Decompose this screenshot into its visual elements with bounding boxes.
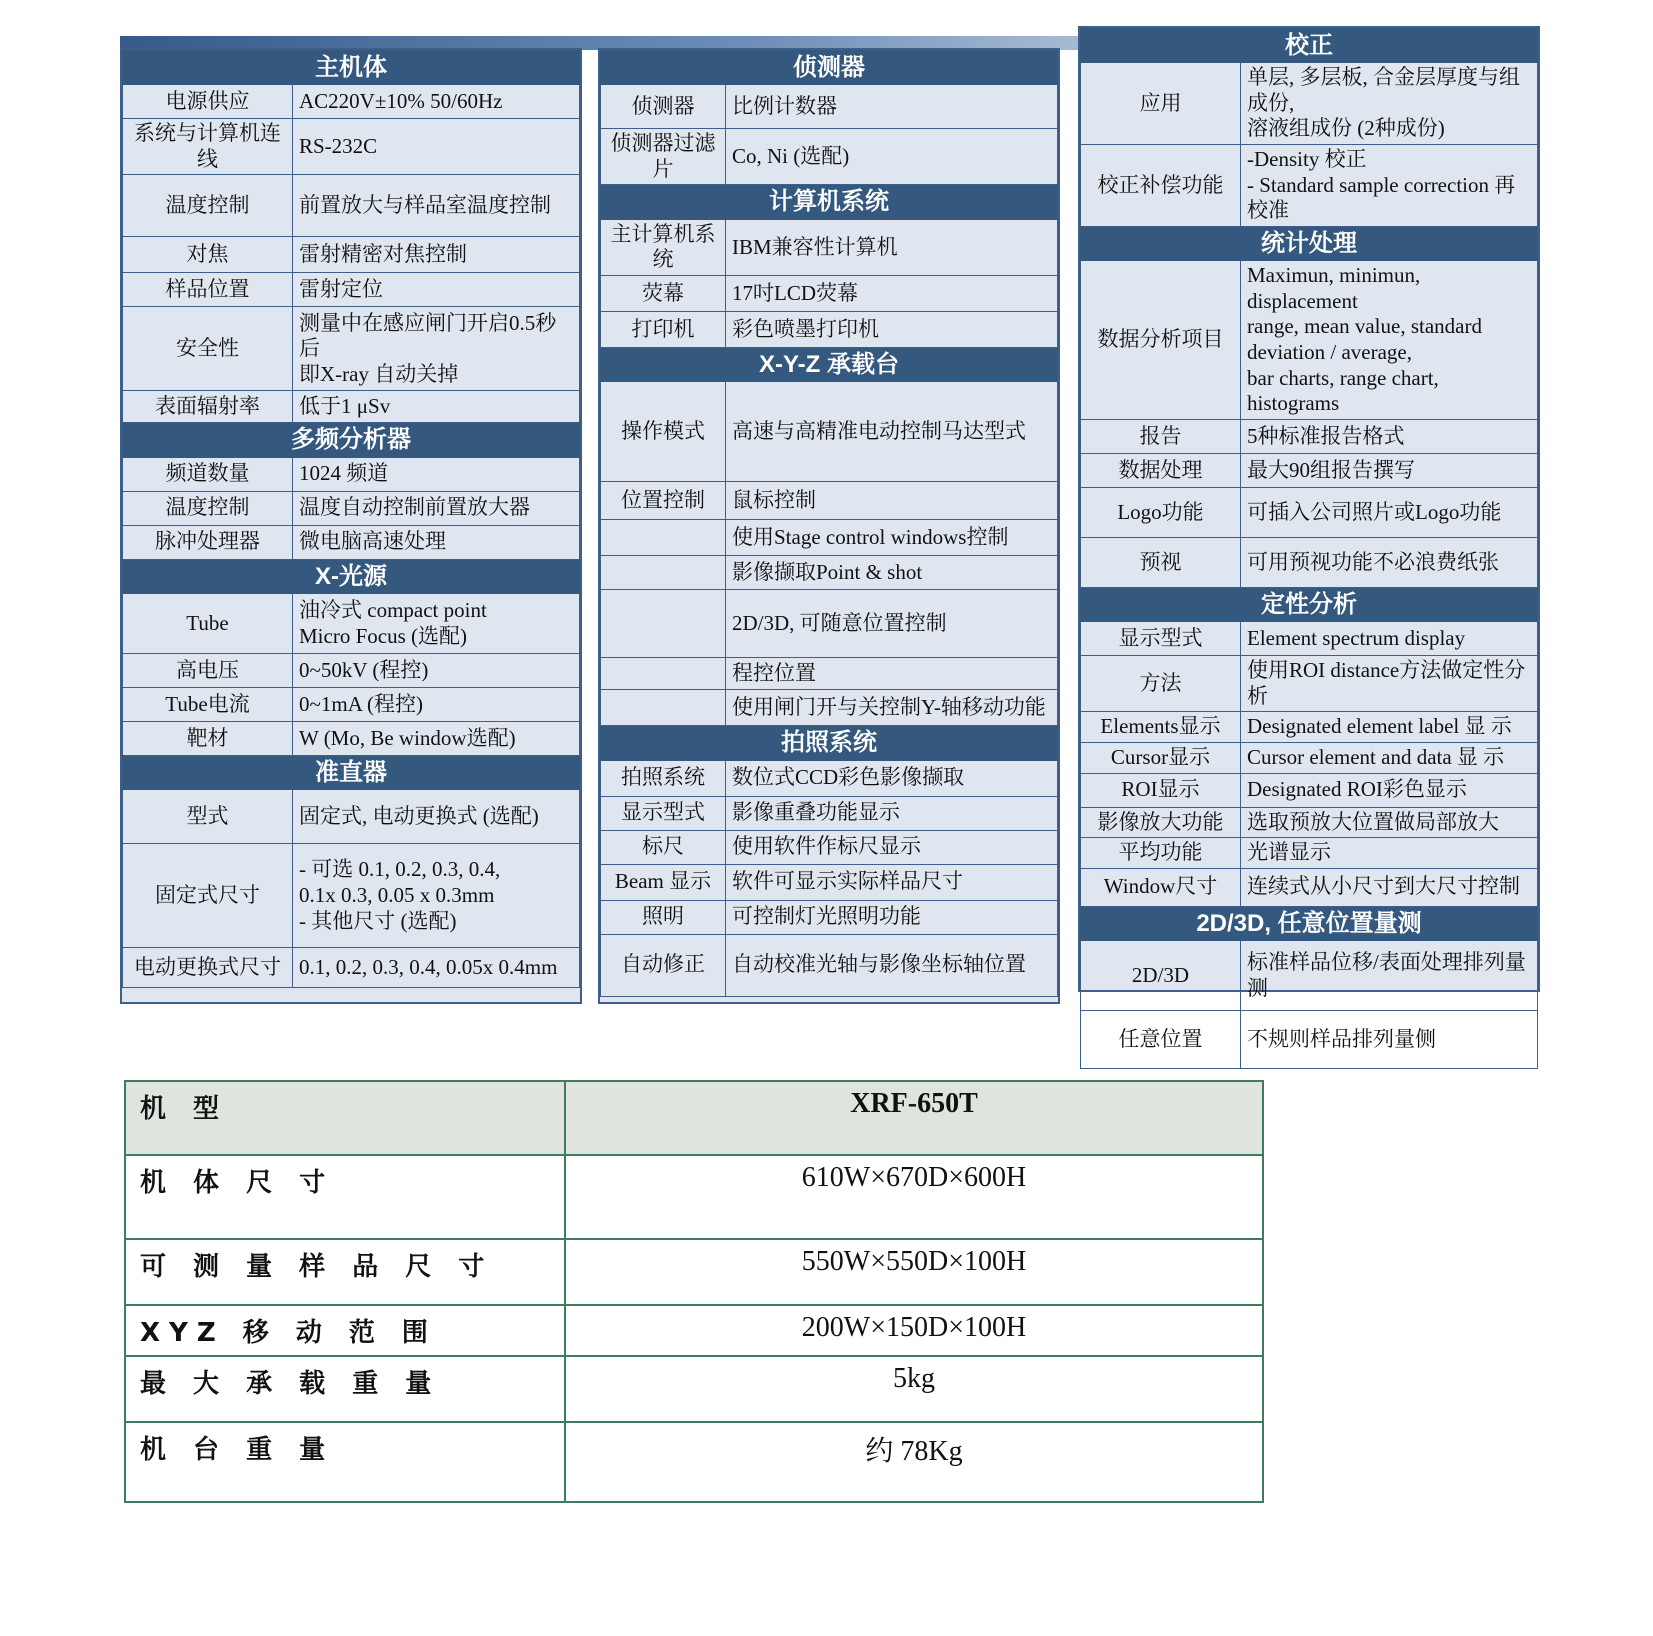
spec-value-cell xyxy=(726,830,1058,864)
spec-value: 可用预视功能不必浪费纸张 xyxy=(1247,549,1499,574)
spec-panel-middle xyxy=(598,48,1060,1004)
spec-value: 约 78Kg xyxy=(565,1422,1263,1502)
spec-value: 连续式从小尺寸到大尺寸控制 xyxy=(1247,874,1520,899)
spec-label: Cursor显示 xyxy=(1081,742,1241,773)
spec-value: 5种标准报告格式 xyxy=(1247,423,1405,448)
spec-value: 光谱显示 xyxy=(1247,840,1331,865)
spec-value-cell xyxy=(1241,261,1538,420)
spec-value: - 可选 0.1, 0.2, 0.3, 0.4, xyxy=(299,857,501,882)
spec-label: 方法 xyxy=(1081,656,1241,712)
spec-value: 数位式CCD彩色影像撷取 xyxy=(732,765,965,790)
spec-label xyxy=(601,556,726,590)
spec-value-cell xyxy=(726,382,1058,482)
spec-row xyxy=(1081,487,1538,537)
spec-row xyxy=(601,690,1058,726)
spec-value-cell xyxy=(293,844,580,948)
spec-value: 雷射精密对焦控制 xyxy=(299,242,467,267)
spec-row-machine-weight xyxy=(125,1422,1263,1502)
spec-row-model xyxy=(125,1081,1263,1155)
spec-value: 前置放大与样品室温度控制 xyxy=(299,193,551,218)
spec-value: 使用闸门开与关控制Y-轴移动功能 xyxy=(732,694,1046,719)
spec-label xyxy=(601,520,726,556)
spec-label: 频道数量 xyxy=(123,457,293,491)
spec-value: 影像重叠功能显示 xyxy=(732,800,900,825)
spec-row xyxy=(601,590,1058,658)
spec-value: 单层, 多层板, 合金层厚度与组成份, xyxy=(1247,65,1520,115)
spec-row xyxy=(123,594,580,654)
spec-table-middle xyxy=(600,50,1058,997)
spec-value: 0~50kV (程控) xyxy=(299,657,429,682)
section-header xyxy=(601,185,1058,219)
spec-value: W (Mo, Be window选配) xyxy=(299,725,516,750)
spec-label: 电源供应 xyxy=(123,85,293,119)
spec-row xyxy=(601,760,1058,796)
spec-label: Tube xyxy=(123,594,293,654)
spec-value-cell xyxy=(293,237,580,273)
spec-label: 表面辐射率 xyxy=(123,391,293,423)
spec-value: 2D/3D, 可随意位置控制 xyxy=(732,610,947,635)
spec-label: 数据处理 xyxy=(1081,453,1241,487)
spec-row xyxy=(1081,941,1538,1011)
spec-key: XYZ 移 动 范 围 xyxy=(125,1305,565,1356)
spec-row xyxy=(601,520,1058,556)
spec-label: 位置控制 xyxy=(601,482,726,520)
spec-value: 微电脑高速处理 xyxy=(299,529,446,554)
spec-label: 报告 xyxy=(1081,419,1241,453)
spec-value-cell xyxy=(293,790,580,844)
spec-label: 应用 xyxy=(1081,63,1241,145)
spec-label: Logo功能 xyxy=(1081,487,1241,537)
spec-label: 主计算机系统 xyxy=(601,219,726,275)
spec-table-left xyxy=(122,50,580,988)
spec-row xyxy=(601,482,1058,520)
spec-label: 标尺 xyxy=(601,830,726,864)
spec-label: 平均功能 xyxy=(1081,838,1241,869)
spec-value-cell xyxy=(293,85,580,119)
spec-value-cell xyxy=(1241,63,1538,145)
spec-value: 标准样品位移/表面处理排列量测 xyxy=(1247,949,1526,1000)
spec-panel-right xyxy=(1078,26,1540,1051)
spec-row xyxy=(1081,622,1538,656)
section-title: 侦测器 xyxy=(601,51,1058,85)
spec-value-cell xyxy=(726,864,1058,900)
spec-label: Elements显示 xyxy=(1081,712,1241,743)
spec-row xyxy=(1081,773,1538,807)
spec-value: 使用Stage control windows控制 xyxy=(732,524,1009,549)
section-title: 2D/3D, 任意位置量测 xyxy=(1081,906,1538,940)
spec-value-cell xyxy=(726,760,1058,796)
spec-label: 荧幕 xyxy=(601,275,726,311)
spec-value-cell xyxy=(1241,868,1538,906)
spec-value: 0~1mA (程控) xyxy=(299,691,423,716)
section-header xyxy=(601,726,1058,760)
spec-label: 2D/3D xyxy=(1081,941,1241,1011)
spec-value-cell xyxy=(726,690,1058,726)
spec-value: 油冷式 compact point xyxy=(299,597,487,622)
spec-label: 显示型式 xyxy=(1081,622,1241,656)
spec-value: IBM兼容性计算机 xyxy=(732,234,898,259)
spec-value: - 其他尺寸 (选配) xyxy=(299,908,457,933)
spec-row xyxy=(1081,838,1538,869)
spec-row xyxy=(123,273,580,307)
spec-table-right xyxy=(1080,28,1538,1069)
spec-value: 低于1 μSv xyxy=(299,394,391,419)
spec-value: range, mean value, standard xyxy=(1247,314,1482,339)
spec-label: 靶材 xyxy=(123,722,293,756)
spec-row xyxy=(1081,1011,1538,1069)
section-header xyxy=(601,51,1058,85)
spec-label: 自动修正 xyxy=(601,934,726,996)
spec-value: 使用软件作标尺显示 xyxy=(732,834,921,859)
spec-value-cell xyxy=(293,525,580,559)
spec-value: 高速与高精准电动控制马达型式 xyxy=(732,418,1026,443)
spec-row xyxy=(1081,712,1538,743)
spec-value-cell xyxy=(293,654,580,688)
spec-row xyxy=(1081,453,1538,487)
spec-value: 最大90组报告撰写 xyxy=(1247,457,1415,482)
spec-label: 温度控制 xyxy=(123,175,293,237)
spec-row xyxy=(123,237,580,273)
spec-value-cell xyxy=(726,900,1058,934)
spec-value: AC220V±10% 50/60Hz xyxy=(299,88,503,113)
spec-row xyxy=(1081,261,1538,420)
section-title: X-Y-Z 承载台 xyxy=(601,347,1058,381)
spec-value: Maximun, minimun, displacement xyxy=(1247,263,1421,313)
spec-row xyxy=(1081,807,1538,838)
spec-value-cell xyxy=(726,275,1058,311)
spec-row xyxy=(601,830,1058,864)
spec-value: 610W×670D×600H xyxy=(565,1155,1263,1239)
spec-row xyxy=(123,844,580,948)
spec-value: 雷射定位 xyxy=(299,277,383,302)
spec-key: 可 测 量 样 品 尺 寸 xyxy=(125,1239,565,1305)
spec-value-cell xyxy=(293,457,580,491)
spec-label: 脉冲处理器 xyxy=(123,525,293,559)
spec-row-body-size xyxy=(125,1155,1263,1239)
section-title: 校正 xyxy=(1081,29,1538,63)
spec-value: 程控位置 xyxy=(732,660,816,685)
spec-value-cell xyxy=(726,796,1058,830)
section-header xyxy=(123,51,580,85)
spec-value-cell xyxy=(726,311,1058,347)
spec-value-cell xyxy=(1241,622,1538,656)
spec-label: 预视 xyxy=(1081,537,1241,587)
section-title: 定性分析 xyxy=(1081,587,1538,621)
spec-value: 可控制灯光照明功能 xyxy=(732,904,921,929)
spec-row xyxy=(123,491,580,525)
spec-value-cell xyxy=(1241,537,1538,587)
spec-value-cell xyxy=(726,520,1058,556)
section-header xyxy=(1081,29,1538,63)
spec-row-max-load xyxy=(125,1356,1263,1422)
spec-label: 操作模式 xyxy=(601,382,726,482)
spec-row xyxy=(601,219,1058,275)
spec-value: Designated element label 显 示 xyxy=(1247,714,1512,739)
spec-value-cell xyxy=(293,273,580,307)
spec-label: 型式 xyxy=(123,790,293,844)
spec-value-cell xyxy=(726,219,1058,275)
spec-value-cell xyxy=(293,119,580,175)
spec-label: Window尺寸 xyxy=(1081,868,1241,906)
spec-value-cell xyxy=(726,934,1058,996)
spec-row xyxy=(1081,742,1538,773)
spec-row xyxy=(1081,868,1538,906)
spec-panel-left xyxy=(120,48,582,1004)
spec-row xyxy=(601,864,1058,900)
spec-row xyxy=(123,722,580,756)
spec-label: 照明 xyxy=(601,900,726,934)
spec-label xyxy=(601,690,726,726)
section-header xyxy=(1081,226,1538,260)
spec-value-cell xyxy=(726,658,1058,690)
spec-value-cell xyxy=(1241,453,1538,487)
spec-label xyxy=(601,590,726,658)
spec-row xyxy=(1081,419,1538,453)
spec-value: 鼠标控制 xyxy=(732,487,816,512)
section-header xyxy=(123,756,580,790)
spec-row xyxy=(123,654,580,688)
spec-label: 显示型式 xyxy=(601,796,726,830)
spec-value: 软件可显示实际样品尺寸 xyxy=(732,869,963,894)
section-title: 统计处理 xyxy=(1081,226,1538,260)
spec-value-cell xyxy=(726,129,1058,185)
spec-value: 溶液组成份 (2种成份) xyxy=(1247,116,1445,141)
section-title: 主机体 xyxy=(123,51,580,85)
spec-label: 影像放大功能 xyxy=(1081,807,1241,838)
spec-key: 最 大 承 载 重 量 xyxy=(125,1356,565,1422)
spec-value: 不规则样品排列量侧 xyxy=(1247,1026,1436,1051)
spec-label xyxy=(601,658,726,690)
spec-label: 固定式尺寸 xyxy=(123,844,293,948)
section-title: 拍照系统 xyxy=(601,726,1058,760)
spec-value-cell xyxy=(293,688,580,722)
spec-value: Co, Ni (选配) xyxy=(732,144,850,169)
spec-value-cell xyxy=(293,175,580,237)
spec-label: 侦测器过滤片 xyxy=(601,129,726,185)
spec-row xyxy=(123,307,580,391)
spec-value: -Density 校正 xyxy=(1247,147,1367,172)
spec-row xyxy=(123,948,580,988)
spec-value-cell xyxy=(1241,1011,1538,1069)
spec-row xyxy=(601,556,1058,590)
spec-value: XRF-650T xyxy=(565,1081,1263,1155)
spec-key: 机 型 xyxy=(125,1081,565,1155)
spec-value-cell xyxy=(293,307,580,391)
spec-value: 可插入公司照片或Logo功能 xyxy=(1247,499,1502,524)
spec-value: 使用ROI distance方法做定性分析 xyxy=(1247,658,1526,708)
spec-label: 打印机 xyxy=(601,311,726,347)
spec-label: 侦测器 xyxy=(601,85,726,129)
section-title: 多频分析器 xyxy=(123,423,580,457)
spec-value: 550W×550D×100H xyxy=(565,1239,1263,1305)
spec-row xyxy=(123,119,580,175)
spec-value: - Standard sample correction 再校准 xyxy=(1247,172,1516,223)
spec-value-cell xyxy=(1241,712,1538,743)
spec-value: 5kg xyxy=(565,1356,1263,1422)
spec-value: 即X-ray 自动关掉 xyxy=(299,361,459,386)
spec-row xyxy=(601,129,1058,185)
spec-label: Tube电流 xyxy=(123,688,293,722)
spec-value: 17吋LCD荧幕 xyxy=(732,280,858,305)
spec-value-cell xyxy=(1241,145,1538,227)
spec-label: 高电压 xyxy=(123,654,293,688)
spec-value-cell xyxy=(726,85,1058,129)
spec-value-cell xyxy=(293,391,580,423)
spec-value-cell xyxy=(293,491,580,525)
spec-label: 样品位置 xyxy=(123,273,293,307)
section-title: 计算机系统 xyxy=(601,185,1058,219)
section-title: X-光源 xyxy=(123,559,580,593)
model-spec-table xyxy=(124,1080,1264,1503)
spec-value-cell xyxy=(726,482,1058,520)
section-header xyxy=(601,347,1058,381)
spec-row xyxy=(123,175,580,237)
spec-value-cell xyxy=(1241,773,1538,807)
spec-row xyxy=(123,85,580,119)
spec-row xyxy=(123,391,580,423)
spec-value: 比例计数器 xyxy=(732,93,837,118)
spec-value-cell xyxy=(1241,487,1538,537)
spec-label: 温度控制 xyxy=(123,491,293,525)
spec-row xyxy=(1081,537,1538,587)
spec-row xyxy=(1081,63,1538,145)
spec-row xyxy=(601,934,1058,996)
spec-value: 0.1x 0.3, 0.05 x 0.3mm xyxy=(299,882,495,907)
spec-value-cell xyxy=(293,722,580,756)
spec-value: deviation / average, xyxy=(1247,340,1413,365)
spec-label: 系统与计算机连线 xyxy=(123,119,293,175)
spec-value-cell xyxy=(1241,807,1538,838)
spec-value: 自动校准光轴与影像坐标轴位置 xyxy=(732,952,1026,977)
spec-label: 对焦 xyxy=(123,237,293,273)
spec-row xyxy=(601,311,1058,347)
spec-label: 拍照系统 xyxy=(601,760,726,796)
spec-row xyxy=(601,85,1058,129)
spec-row xyxy=(123,790,580,844)
section-header xyxy=(123,559,580,593)
spec-row xyxy=(123,457,580,491)
spec-value: 选取预放大位置做局部放大 xyxy=(1247,809,1499,834)
spec-row xyxy=(601,900,1058,934)
spec-label: 安全性 xyxy=(123,307,293,391)
spec-value-cell xyxy=(1241,742,1538,773)
spec-value-cell xyxy=(293,948,580,988)
section-header xyxy=(123,423,580,457)
spec-key: 机 体 尺 寸 xyxy=(125,1155,565,1239)
spec-row xyxy=(123,525,580,559)
spec-value: 温度自动控制前置放大器 xyxy=(299,495,530,520)
spec-row xyxy=(123,688,580,722)
spec-label: ROI显示 xyxy=(1081,773,1241,807)
spec-value: RS-232C xyxy=(299,134,378,159)
spec-row-xyz-range xyxy=(125,1305,1263,1356)
spec-value: 200W×150D×100H xyxy=(565,1305,1263,1356)
spec-label: 电动更换式尺寸 xyxy=(123,948,293,988)
spec-key: 机 台 重 量 xyxy=(125,1422,565,1502)
spec-value-cell xyxy=(1241,941,1538,1011)
spec-value-cell xyxy=(726,556,1058,590)
spec-label: Beam 显示 xyxy=(601,864,726,900)
spec-row xyxy=(1081,145,1538,227)
spec-value: 1024 频道 xyxy=(299,461,389,486)
spec-row xyxy=(601,275,1058,311)
spec-label: 校正补偿功能 xyxy=(1081,145,1241,227)
spec-value: 固定式, 电动更换式 (选配) xyxy=(299,803,539,828)
spec-value-cell xyxy=(1241,656,1538,712)
spec-row xyxy=(601,796,1058,830)
spec-value-cell xyxy=(726,590,1058,658)
section-title: 准直器 xyxy=(123,756,580,790)
spec-row xyxy=(1081,656,1538,712)
spec-row xyxy=(601,658,1058,690)
spec-value: Micro Focus (选配) xyxy=(299,623,467,648)
spec-value: Element spectrum display xyxy=(1247,625,1466,650)
spec-value-cell xyxy=(1241,419,1538,453)
spec-value: 测量中在感应闸门开启0.5秒后 xyxy=(299,310,557,361)
spec-value: Designated ROI彩色显示 xyxy=(1247,777,1467,802)
spec-value: 0.1, 0.2, 0.3, 0.4, 0.05x 0.4mm xyxy=(299,954,558,979)
spec-value-cell xyxy=(293,594,580,654)
spec-value: bar charts, range chart, histograms xyxy=(1247,365,1439,416)
spec-value: Cursor element and data 显 示 xyxy=(1247,744,1505,769)
spec-value-cell xyxy=(1241,838,1538,869)
spec-value: 彩色喷墨打印机 xyxy=(732,316,879,341)
section-header xyxy=(1081,906,1538,940)
section-header xyxy=(1081,587,1538,621)
spec-label: 数据分析项目 xyxy=(1081,261,1241,420)
spec-value: 影像撷取Point & shot xyxy=(732,559,923,584)
spec-label: 任意位置 xyxy=(1081,1011,1241,1069)
spec-row xyxy=(601,382,1058,482)
spec-row-sample-size xyxy=(125,1239,1263,1305)
